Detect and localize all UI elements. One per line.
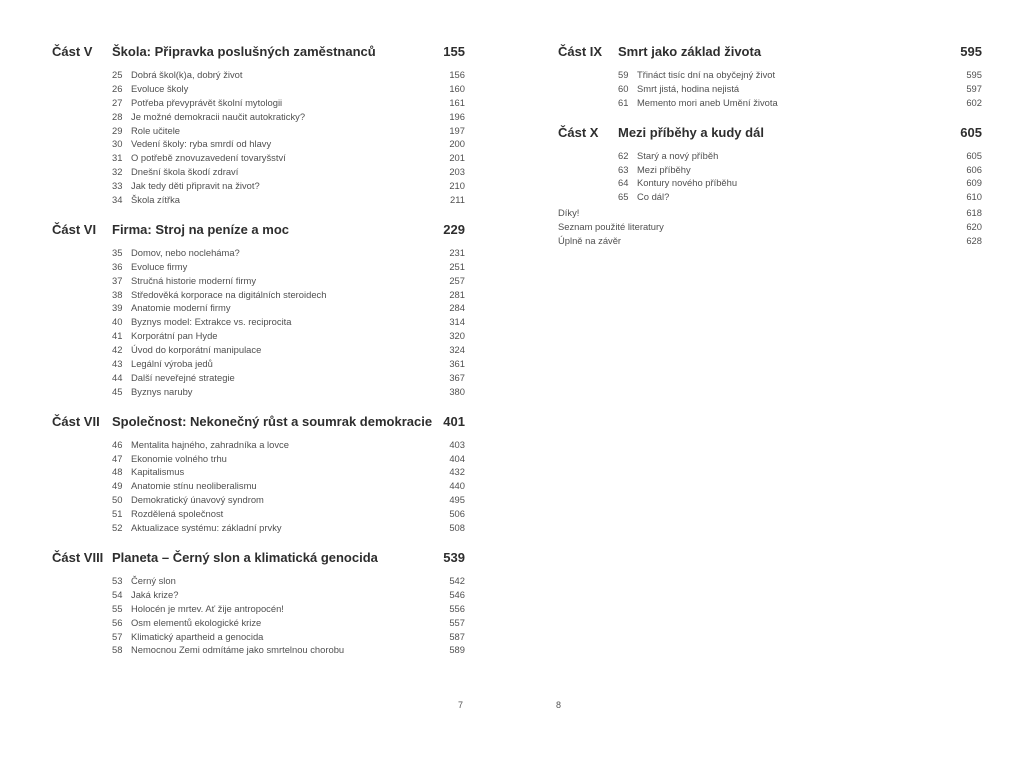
chapter-number: 63: [618, 163, 629, 175]
part-heading: [52, 414, 465, 434]
chapter-number: 49: [112, 480, 123, 492]
part-heading: [52, 550, 465, 570]
chapter-number: 59: [618, 69, 629, 80]
chapter-title: Škola zítřka: [131, 194, 180, 206]
part-title: Firma: Stroj na peníze a moc: [112, 221, 289, 237]
chapter-page-number: 251: [449, 260, 465, 272]
page-number: 8: [556, 700, 562, 710]
back-matter-row: [558, 206, 982, 220]
back-matter-page-number: 620: [966, 221, 982, 233]
chapter-page-number: 609: [966, 177, 982, 189]
back-matter-title: Seznam použité literatury: [558, 221, 664, 233]
chapter-number: 32: [112, 166, 123, 178]
chapter-row: [558, 163, 982, 177]
chapter-row: [52, 357, 465, 371]
chapter-title: Nemocnou Zemi odmítáme jako smrtelnou chorobu: [131, 644, 345, 656]
chapter-page-number: 597: [966, 82, 982, 94]
chapter-page-number: 203: [449, 166, 465, 178]
chapter-row: [52, 493, 465, 507]
chapter-title: Ekonomie volného trhu: [131, 452, 227, 464]
chapter-number: 51: [112, 508, 123, 520]
chapter-title: Jaká krize?: [131, 588, 179, 600]
chapter-list: [558, 149, 982, 205]
chapter-page-number: 546: [449, 588, 465, 600]
part-label: Část VIII: [52, 549, 104, 565]
chapter-number: 27: [112, 96, 123, 108]
chapter-row: [52, 371, 465, 385]
chapter-page-number: 161: [449, 96, 465, 108]
chapter-number: 31: [112, 152, 123, 164]
chapter-page-number: 403: [449, 438, 465, 450]
chapter-number: 60: [618, 82, 629, 94]
back-matter-page-number: 618: [966, 207, 982, 219]
chapter-row: [52, 343, 465, 357]
chapter-number: 61: [618, 96, 629, 108]
chapter-title: Dnešní škola škodí zdraví: [131, 166, 239, 178]
chapter-row: [52, 438, 465, 452]
right-toc: [558, 44, 982, 248]
chapter-title: Úvod do korporátní manipulace: [131, 344, 262, 356]
chapter-title: Třináct tisíc dní na obyčejný život: [637, 69, 776, 80]
part-label: Část IX: [558, 44, 603, 59]
part-title: Mezi příběhy a kudy dál: [618, 124, 764, 140]
chapter-list: [52, 438, 465, 535]
chapter-number: 48: [112, 466, 123, 478]
part-title: Planeta – Černý slon a klimatická genocida: [112, 549, 378, 565]
chapter-number: 53: [112, 574, 123, 586]
chapter-number: 40: [112, 316, 123, 328]
chapter-row: [558, 96, 982, 110]
chapter-page-number: 284: [449, 302, 465, 314]
part-heading: [52, 222, 465, 242]
chapter-title: Legální výroba jedů: [131, 358, 213, 370]
chapter-row: [558, 68, 982, 82]
chapter-title: Aktualizace systému: základní prvky: [131, 522, 282, 534]
chapter-row: [52, 616, 465, 630]
chapter-page-number: 542: [449, 574, 465, 586]
chapter-page-number: 556: [449, 602, 465, 614]
chapter-number: 50: [112, 494, 123, 506]
chapter-number: 29: [112, 124, 123, 136]
chapter-title: Mezi příběhy: [637, 163, 691, 175]
chapter-page-number: 404: [449, 452, 465, 464]
chapter-row: [52, 110, 465, 124]
chapter-list: [52, 68, 465, 207]
toc-part: [558, 125, 982, 205]
chapter-number: 62: [618, 149, 629, 161]
chapter-number: 33: [112, 180, 123, 192]
chapter-page-number: 324: [449, 344, 465, 356]
part-page-number: 401: [443, 413, 465, 429]
chapter-number: 34: [112, 194, 123, 206]
chapter-number: 30: [112, 138, 123, 150]
chapter-title: Dobrá škol(k)a, dobrý život: [131, 69, 243, 80]
part-label: Část X: [558, 124, 599, 140]
chapter-row: [52, 465, 465, 479]
chapter-title: Anatomie stínu neoliberalismu: [131, 480, 257, 492]
chapter-title: Evoluce firmy: [131, 260, 188, 272]
chapter-page-number: 557: [449, 616, 465, 628]
chapter-number: 26: [112, 82, 123, 94]
chapter-row: [52, 301, 465, 315]
chapter-title: Osm elementů ekologické krize: [131, 616, 262, 628]
chapter-page-number: 367: [449, 371, 465, 383]
back-matter-page-number: 628: [966, 235, 982, 247]
chapter-number: 54: [112, 588, 123, 600]
chapter-number: 41: [112, 330, 123, 342]
chapter-number: 42: [112, 344, 123, 356]
part-page-number: 229: [443, 221, 465, 237]
chapter-page-number: 440: [449, 480, 465, 492]
chapter-page-number: 160: [449, 82, 465, 94]
chapter-page-number: 231: [449, 246, 465, 258]
chapter-page-number: 156: [449, 69, 465, 80]
chapter-row: [52, 288, 465, 302]
chapter-title: Starý a nový příběh: [637, 149, 719, 161]
chapter-page-number: 432: [449, 466, 465, 478]
part-title: Škola: Připravka poslušných zaměstnanců: [112, 44, 376, 59]
chapter-page-number: 508: [449, 522, 465, 534]
part-heading: [558, 44, 982, 64]
chapter-number: 55: [112, 602, 123, 614]
chapter-row: [52, 452, 465, 466]
part-page-number: 605: [960, 124, 982, 140]
chapter-row: [52, 246, 465, 260]
chapter-row: [52, 588, 465, 602]
chapter-row: [52, 179, 465, 193]
chapter-row: [52, 96, 465, 110]
chapter-title: Kontury nového příběhu: [637, 177, 738, 189]
chapter-number: 39: [112, 302, 123, 314]
chapter-number: 57: [112, 630, 123, 642]
chapter-page-number: 211: [450, 194, 465, 206]
chapter-title: Korporátní pan Hyde: [131, 330, 218, 342]
chapter-page-number: 361: [449, 358, 465, 370]
chapter-number: 28: [112, 110, 123, 122]
part-label: Část VII: [52, 413, 100, 429]
chapter-number: 44: [112, 371, 123, 383]
chapter-row: [52, 137, 465, 151]
chapter-row: [558, 149, 982, 163]
chapter-title: Byznys naruby: [131, 385, 193, 397]
chapter-title: Rozdělená společnost: [131, 508, 224, 520]
back-matter-title: Díky!: [558, 207, 580, 219]
chapter-number: 36: [112, 260, 123, 272]
chapter-page-number: 197: [449, 124, 465, 136]
back-matter-title: Úplně na závěr: [558, 235, 622, 247]
chapter-title: Černý slon: [131, 574, 176, 586]
chapter-title: Evoluce školy: [131, 82, 189, 94]
chapter-row: [52, 260, 465, 274]
chapter-title: Klimatický apartheid a genocida: [131, 630, 264, 642]
chapter-row: [52, 574, 465, 588]
chapter-title: Domov, nebo nocleháma?: [131, 246, 240, 258]
chapter-row: [52, 124, 465, 138]
chapter-number: 56: [112, 616, 123, 628]
chapter-page-number: 257: [449, 274, 465, 286]
chapter-page-number: 495: [449, 494, 465, 506]
part-title: Společnost: Nekonečný růst a soumrak demokracie: [112, 413, 433, 429]
chapter-page-number: 587: [449, 630, 465, 642]
chapter-number: 47: [112, 452, 123, 464]
chapter-row: [52, 193, 465, 207]
chapter-page-number: 506: [449, 508, 465, 520]
chapter-title: Mentalita hajného, zahradníka a lovce: [131, 438, 289, 450]
chapter-title: Potřeba převyprávět školní mytologii: [131, 96, 283, 108]
chapter-page-number: 589: [449, 644, 465, 656]
chapter-title: Role učitele: [131, 124, 180, 136]
chapter-page-number: 281: [449, 288, 465, 300]
chapter-row: [52, 630, 465, 644]
chapter-row: [52, 315, 465, 329]
chapter-number: 64: [618, 177, 629, 189]
chapter-page-number: 610: [966, 191, 982, 203]
part-page-number: 595: [960, 44, 982, 59]
right-page: [512, 0, 1024, 768]
toc-part: [52, 222, 465, 399]
chapter-row: [52, 643, 465, 657]
part-title: Smrt jako základ života: [618, 44, 762, 59]
chapter-number: 35: [112, 246, 123, 258]
chapter-row: [52, 82, 465, 96]
chapter-page-number: 210: [449, 180, 465, 192]
chapter-row: [52, 165, 465, 179]
chapter-row: [52, 151, 465, 165]
chapter-title: Další neveřejné strategie: [131, 371, 235, 383]
part-page-number: 539: [443, 549, 465, 565]
chapter-number: 52: [112, 522, 123, 534]
chapter-page-number: 380: [449, 385, 465, 397]
part-heading: [52, 44, 465, 64]
chapter-number: 43: [112, 358, 123, 370]
chapter-title: Smrt jistá, hodina nejistá: [637, 82, 740, 94]
toc-part: [52, 414, 465, 535]
chapter-row: [558, 190, 982, 204]
chapter-title: Je možné demokracii naučit autokraticky?: [131, 110, 306, 122]
part-label: Část V: [52, 44, 93, 59]
chapter-number: 65: [618, 191, 629, 203]
back-matter-list: [558, 206, 982, 248]
chapter-row: [52, 274, 465, 288]
back-matter-row: [558, 220, 982, 234]
chapter-row: [558, 176, 982, 190]
chapter-list: [52, 574, 465, 657]
chapter-page-number: 605: [966, 149, 982, 161]
chapter-row: [52, 385, 465, 399]
toc-part: [52, 44, 465, 207]
chapter-number: 46: [112, 438, 123, 450]
toc-part: [558, 44, 982, 110]
chapter-number: 38: [112, 288, 123, 300]
chapter-title: Jak tedy děti připravit na život?: [131, 180, 260, 192]
back-matter-row: [558, 234, 982, 248]
chapter-title: Byznys model: Extrakce vs. reciprocita: [131, 316, 292, 328]
chapter-title: Co dál?: [637, 191, 670, 203]
chapter-row: [52, 521, 465, 535]
chapter-row: [52, 329, 465, 343]
chapter-number: 58: [112, 644, 123, 656]
page-number: 7: [458, 700, 464, 710]
toc-part: [52, 550, 465, 657]
chapter-row: [52, 68, 465, 82]
chapter-title: Vedení školy: ryba smrdí od hlavy: [131, 138, 272, 150]
chapter-title: Stručná historie moderní firmy: [131, 274, 257, 286]
part-page-number: 155: [443, 44, 465, 59]
chapter-row: [52, 479, 465, 493]
chapter-number: 25: [112, 69, 123, 80]
chapter-page-number: 196: [449, 110, 465, 122]
chapter-title: Středověká korporace na digitálních steroidech: [131, 288, 327, 300]
chapter-page-number: 314: [449, 316, 465, 328]
chapter-number: 37: [112, 274, 123, 286]
chapter-page-number: 200: [449, 138, 465, 150]
chapter-title: Anatomie moderní firmy: [131, 302, 231, 314]
chapter-title: Memento mori aneb Umění života: [637, 96, 778, 108]
part-heading: [558, 125, 982, 145]
chapter-row: [52, 602, 465, 616]
chapter-title: Holocén je mrtev. Ať žije antropocén!: [131, 602, 284, 614]
chapter-row: [558, 82, 982, 96]
chapter-page-number: 320: [449, 330, 465, 342]
part-label: Část VI: [52, 221, 97, 237]
chapter-list: [52, 246, 465, 399]
chapter-list: [558, 68, 982, 110]
chapter-page-number: 602: [966, 96, 982, 108]
chapter-page-number: 201: [449, 152, 465, 164]
chapter-number: 45: [112, 385, 123, 397]
chapter-row: [52, 507, 465, 521]
chapter-title: O potřebě znovuzavedení tovaryšství: [131, 152, 286, 164]
chapter-title: Demokratický únavový syndrom: [131, 494, 264, 506]
chapter-page-number: 595: [966, 69, 982, 80]
left-toc: [52, 44, 465, 672]
chapter-title: Kapitalismus: [131, 466, 185, 478]
chapter-page-number: 606: [966, 163, 982, 175]
